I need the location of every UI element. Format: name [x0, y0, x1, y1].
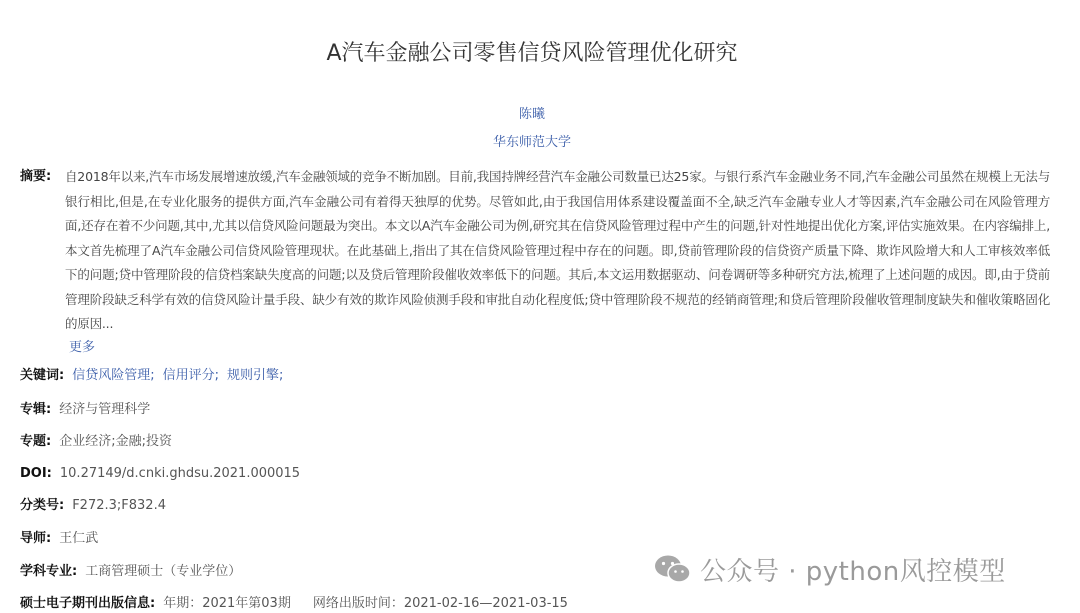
topic-row — [20, 433, 172, 451]
watermark — [654, 551, 1006, 587]
publication-label: 硕士电子期刊出版信息: — [20, 596, 156, 611]
keyword-link[interactable]: 信贷风险管理; — [72, 368, 155, 383]
series-row — [20, 401, 150, 419]
abstract-text: 自2018年以来,汽车市场发展增速放缓,汽车金融领域的竞争不断加剧。目前,我国持牌经营汽车金融公司数量已达25家。与银行系汽车金融业务不同,汽车金融公司虽然在规模上无法与银行相比,但是,在专业化服务的提供方面,汽车金融公司有着得天独厚的优势。尽管如此,由于我国信用体系建设覆盖面不全,缺乏汽车金融专业人才等因素,汽车金融公司在风险管理方面,还存在着不少问题,其中,尤其以信贷风险问题最为突出。本文以A汽车金融公司为例,研究其在信贷风险管理过程中产生的问题,针对性地提出优化方案,评估实施效果。在内容编排上,本文首先梳理了A汽车金融公司信贷风险管理现状。在此基础上,指出了其在信贷风险管理过程中存在的问题。即,贷前管理阶段的信贷资产质量下降、欺诈风险增大和人工审核效率低下的问题;贷中管理阶段的信贷档案缺失度高的问题;以及贷后管理阶段催收效率低下的问题。其后,本文运用数据驱动、问卷调研等多种研究方法,梳理了上述问题的成因。即,由于贷前管理阶段缺乏科学有效的信贷风险计量手段、缺少有效的欺诈风险侦测手段和审批自动化程度低;贷中管理阶段不规范的经销商管理;和贷后管理阶段催收管理制度缺失和催收策略固化的原因... — [65, 169, 1050, 331]
keywords-label: 关键词: — [20, 368, 65, 383]
abstract-label: 摘要: — [20, 169, 52, 184]
paper-title: A汽车金融公司零售信贷风险管理优化研究 — [326, 41, 738, 66]
keywords-list — [72, 368, 291, 383]
wechat-icon — [654, 554, 692, 584]
topic-value: 企业经济;金融;投资 — [59, 434, 172, 449]
advisor-value: 王仁武 — [59, 531, 99, 546]
major-row — [20, 563, 241, 581]
doi-row — [20, 465, 300, 483]
publication-issue: 年期：2021年第03期 — [163, 596, 291, 611]
advisor-label: 导师: — [20, 531, 52, 546]
series-value: 经济与管理科学 — [59, 402, 151, 417]
more-link[interactable]: 更多 — [69, 340, 96, 355]
organization-link[interactable]: 华东师范大学 — [492, 135, 571, 150]
keyword-link[interactable]: 信用评分; — [162, 368, 219, 383]
major-value: 工商管理硕士（专业学位） — [85, 564, 242, 579]
classification-label: 分类号: — [20, 498, 65, 513]
doi-label: DOI: — [20, 466, 52, 481]
author-link[interactable]: 陈曦 — [518, 107, 545, 122]
advisor-row — [20, 530, 98, 548]
publication-online-date: 网络出版时间：2021-02-16—2021-03-15 — [312, 596, 568, 611]
topic-label: 专题: — [20, 434, 52, 449]
series-label: 专辑: — [20, 402, 52, 417]
major-label: 学科专业: — [20, 564, 78, 579]
publication-row — [20, 595, 568, 613]
abstract-section — [20, 165, 1050, 337]
classification-row — [20, 497, 166, 515]
keyword-link[interactable]: 规则引擎; — [226, 368, 284, 383]
watermark-text: 公众号 · python风控模型 — [700, 556, 1006, 587]
doi-value: 10.27149/d.cnki.ghdsu.2021.000015 — [59, 466, 301, 481]
keywords-row — [20, 367, 291, 385]
classification-value: F272.3;F832.4 — [72, 498, 166, 513]
